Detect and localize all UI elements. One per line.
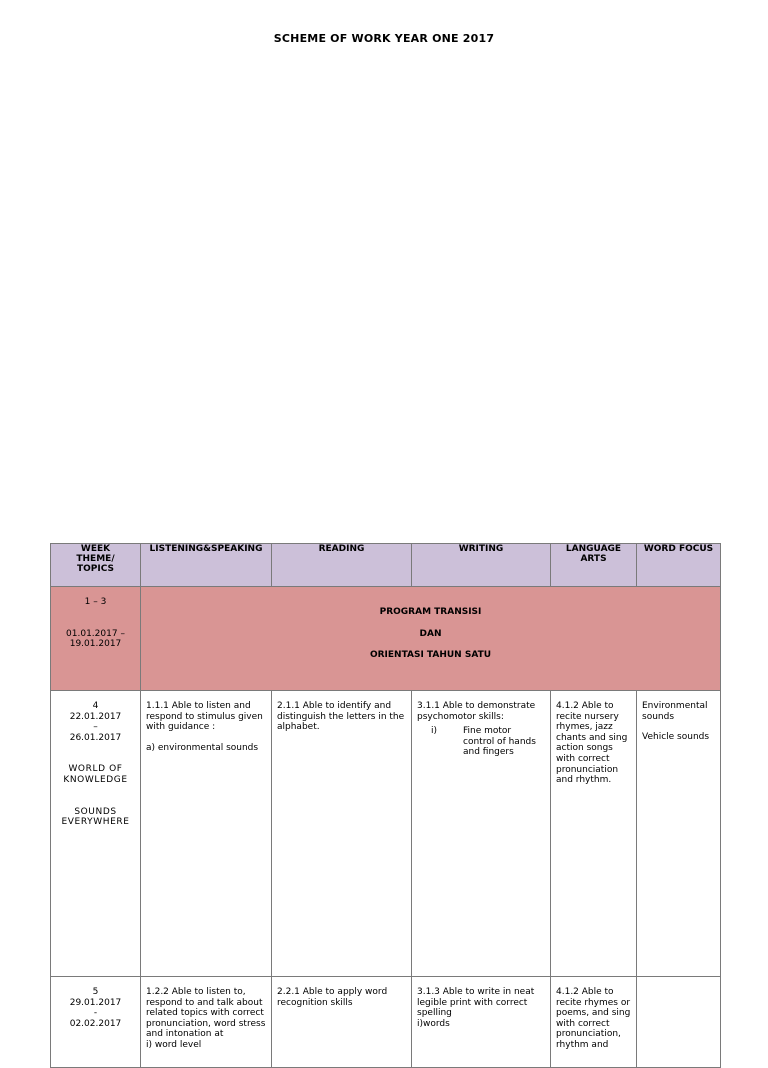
word-focus-cell: Environmental sounds Vehicle sounds [637,691,721,977]
reading-cell: 2.1.1 Able to identify and distinguish the letters in the alphabet. [272,691,412,977]
scheme-of-work-table [50,543,721,1068]
header-language-arts: LANGUAGE ARTS [551,544,637,587]
reading-cell: 2.2.1 Able to apply word recognition skills [272,977,412,1068]
word-focus-cell [637,977,721,1068]
header-listening-speaking: LISTENING&SPEAKING [141,544,272,587]
week-cell: 4 22.01.2017 – 26.01.2017 WORLD OF KNOWLEDGE SOUNDS EVERYWHERE [51,691,141,977]
header-week: WEEK THEME/ TOPICS [51,544,141,587]
program-cell: PROGRAM TRANSISI DAN ORIENTASI TAHUN SATU [141,587,721,691]
header-word-focus: WORD FOCUS [637,544,721,587]
table-row-program-transisi [51,587,721,691]
language-arts-cell: 4.1.2 Able to recite nursery rhymes, jazz chants and sing action songs with correct pronunciation and rhythm. [551,691,637,977]
language-arts-cell: 4.1.2 Able to recite rhymes or poems, and sing with correct pronunciation, rhythm and [551,977,637,1068]
header-writing: WRITING [412,544,551,587]
document-title: SCHEME OF WORK YEAR ONE 2017 [273,32,495,45]
writing-cell: 3.1.3 Able to write in neat legible print with correct spelling i)words [412,977,551,1068]
list-item: i) Fine motor control of hands and fingers [431,726,536,758]
listening-speaking-cell: 1.2.2 Able to listen to, respond to and talk about related topics with correct pronunciation, word stress and intonation at i) word level [141,977,272,1068]
table-header-row [51,544,721,587]
table-row-week-4 [51,691,721,977]
table-row-week-5 [51,977,721,1068]
writing-cell: 3.1.1 Able to demonstrate psychomotor skills: i) Fine motor control of hands and fingers [412,691,551,977]
listening-speaking-cell: 1.1.1 Able to listen and respond to stimulus given with guidance : a) environmental sounds [141,691,272,977]
week-cell: 5 29.01.2017 - 02.02.2017 [51,977,141,1068]
week-cell: 1 – 3 01.01.2017 – 19.01.2017 [51,587,141,691]
header-reading: READING [272,544,412,587]
